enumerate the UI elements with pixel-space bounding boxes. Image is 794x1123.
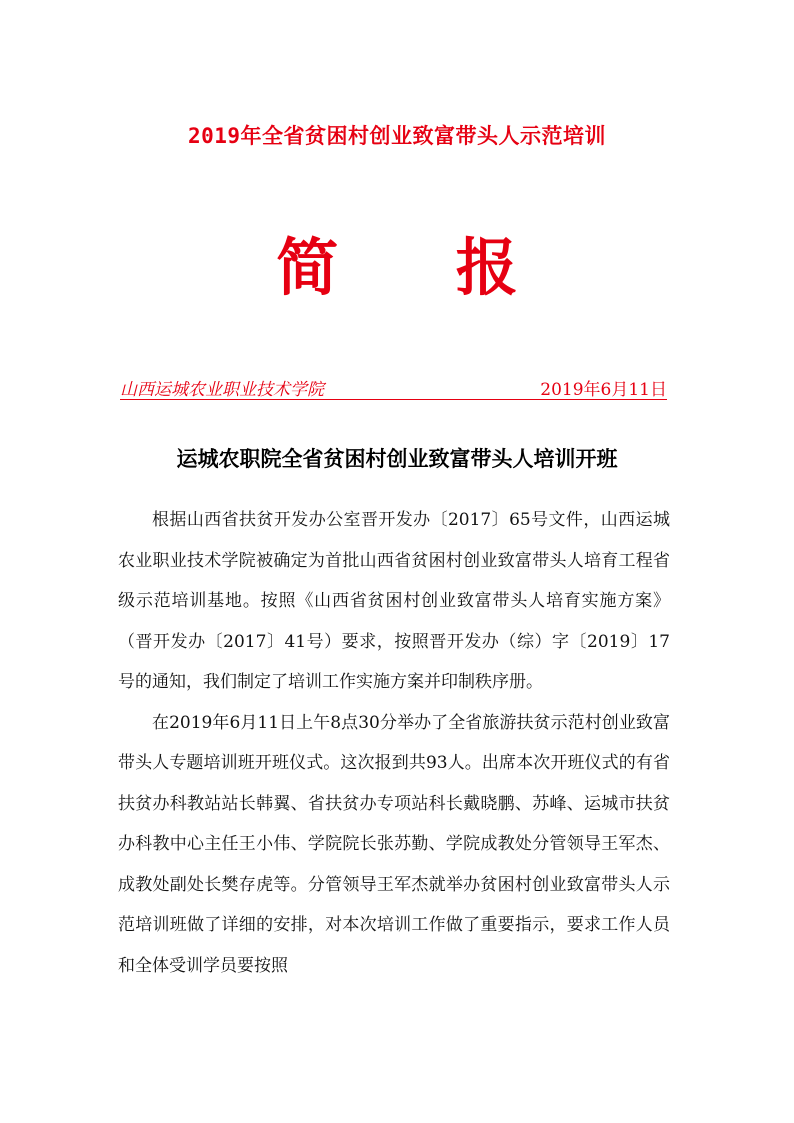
issuer-name: 山西运城农业职业技术学院 — [120, 380, 324, 400]
paragraph-2: 在2019年6月11日上午8点30分举办了全省旅游扶贫示范村创业致富带头人专题培训班开班仪式。这次报到共93人。出席本次开班仪式的有省扶贫办科教站站长韩翼、省扶贫办专项站科长戴晓鹏、苏峰、运城市扶贫办科教中心主任王小伟、学院院长张苏勤、学院成教处分管领导王军杰、成教处副处长樊存虎等。分管领导王军杰就举办贫困村创业致富带头人示范培训班做了详细的安排，对本次培训工作做了重要指示，要求工作人员和全体受训学员要按照 — [118, 712, 670, 976]
article-title: 运城农职院全省贫困村创业致富带头人培训开班 — [176, 447, 618, 471]
bulletin-series-title: 2019年全省贫困村创业致富带头人示范培训 — [187, 124, 607, 148]
bulletin-doc-type: 简 报 — [276, 231, 566, 304]
issuer-date-line — [120, 375, 667, 400]
issue-date: 2019年6月11日 — [540, 380, 667, 400]
paragraph-1: 根据山西省扶贫开发办公室晋开发办〔2017〕65号文件，山西运城农业职业技术学院被确定为首批山西省贫困村创业致富带头人培育工程省级示范培训基地。按照《山西省贫困村创业致富带头人培育实施方案》（晋开发办〔2017〕41号）要求，按照晋开发办（综）字〔2019〕17号的通知，我们制定了培训工作实施方案并印制秩序册。 — [118, 510, 670, 692]
article-body — [118, 500, 670, 986]
